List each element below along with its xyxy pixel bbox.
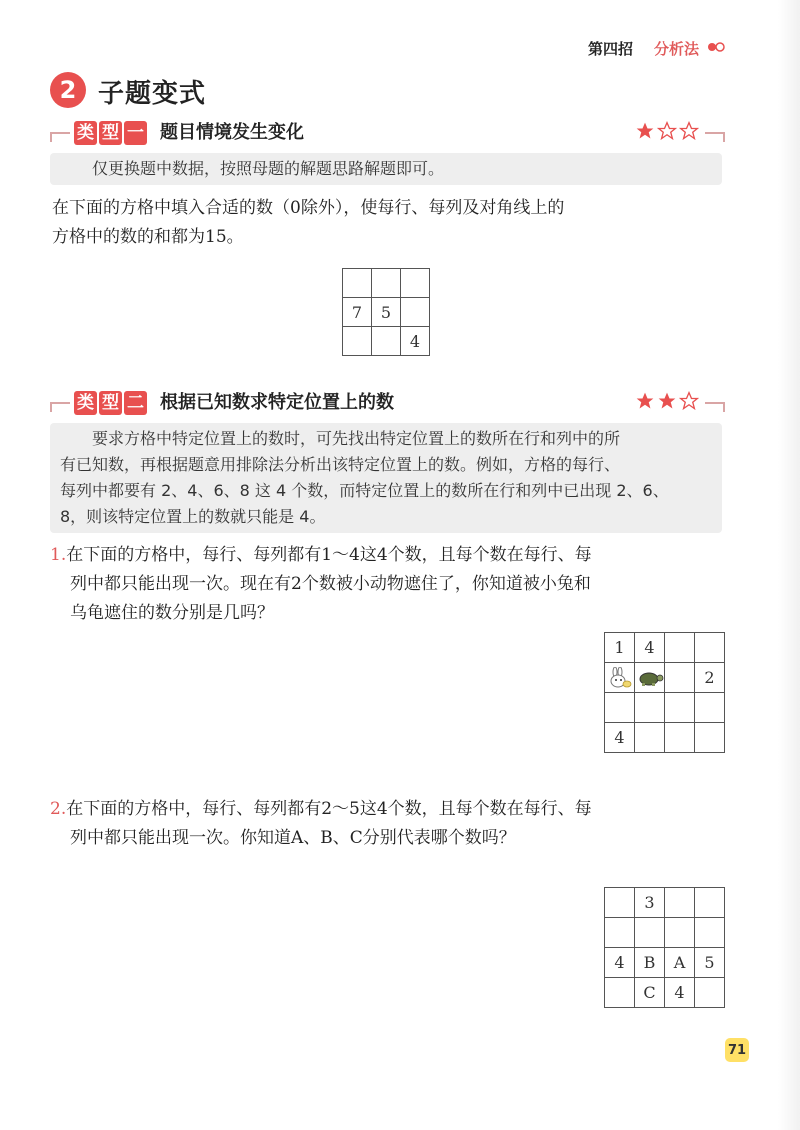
type1-header <box>50 121 725 149</box>
header-chapter: 第四招 <box>588 40 634 58</box>
type2-header <box>50 391 725 419</box>
star-filled-icon <box>657 391 677 411</box>
header-method: 分析法 <box>654 40 700 58</box>
turtle-icon <box>636 668 664 688</box>
problem1-grid: 1 4 2 4 <box>604 632 725 753</box>
type1-tag: 类 型 一 <box>74 121 149 145</box>
star-filled-icon <box>635 391 655 411</box>
section-number-badge: 2 <box>50 72 86 108</box>
double-arrow-icon <box>707 40 727 54</box>
type2-tag: 类 型 二 <box>74 391 149 415</box>
page-edge <box>778 0 800 1130</box>
turtle-cell <box>635 663 665 693</box>
rabbit-icon <box>607 667 633 689</box>
section-title: 子题变式 <box>98 79 207 109</box>
type2-title: 根据已知数求特定位置上的数 <box>160 392 394 413</box>
problem0-text: 在下面的方格中填入合适的数（0除外），使每行、每列及对角线上的 方格中的数的和都为15。 <box>52 198 565 247</box>
star-empty-icon <box>679 121 699 141</box>
problem1-text: 1.在下面的方格中，每行、每列都有1～4这4个数，且每个数在每行、每 列中都只能出现一次。现在有2个数被小动物遮住了，你知道被小兔和 乌龟遮住的数分别是几吗？ <box>50 545 592 623</box>
problem2-grid: 3 4 B A 5 C 4 <box>604 887 725 1008</box>
type1-difficulty-stars <box>635 121 699 145</box>
problem0-grid: 7 5 4 <box>342 268 430 356</box>
type1-note: 仅更换题中数据，按照母题的解题思路解题即可。 <box>50 153 722 185</box>
page-number: 71 <box>725 1038 749 1062</box>
type1-title: 题目情境发生变化 <box>160 122 304 143</box>
problem2-text: 2.在下面的方格中，每行、每列都有2～5这4个数，且每个数在每行、每 列中都只能出现一次。你知道A、B、C分别代表哪个数吗？ <box>50 799 592 848</box>
type2-difficulty-stars <box>635 391 699 415</box>
problem1-number: 1. <box>50 545 67 565</box>
type2-note: 要求方格中特定位置上的数时，可先找出特定位置上的数所在行和列中的所 有已知数，再根据题意用排除法分析出该特定位置上的数。例如，方格的每行、 每列中都要有 2、4、6、8 这 4 个数，而特定位置上的数所在行和列中已出现 2、6、 8，则该特定位置上的数就只能是 4。 <box>50 423 722 533</box>
problem2-number: 2. <box>50 799 67 819</box>
star-empty-icon <box>657 121 677 141</box>
star-filled-icon <box>635 121 655 141</box>
rabbit-cell <box>605 663 635 693</box>
star-empty-icon <box>679 391 699 411</box>
